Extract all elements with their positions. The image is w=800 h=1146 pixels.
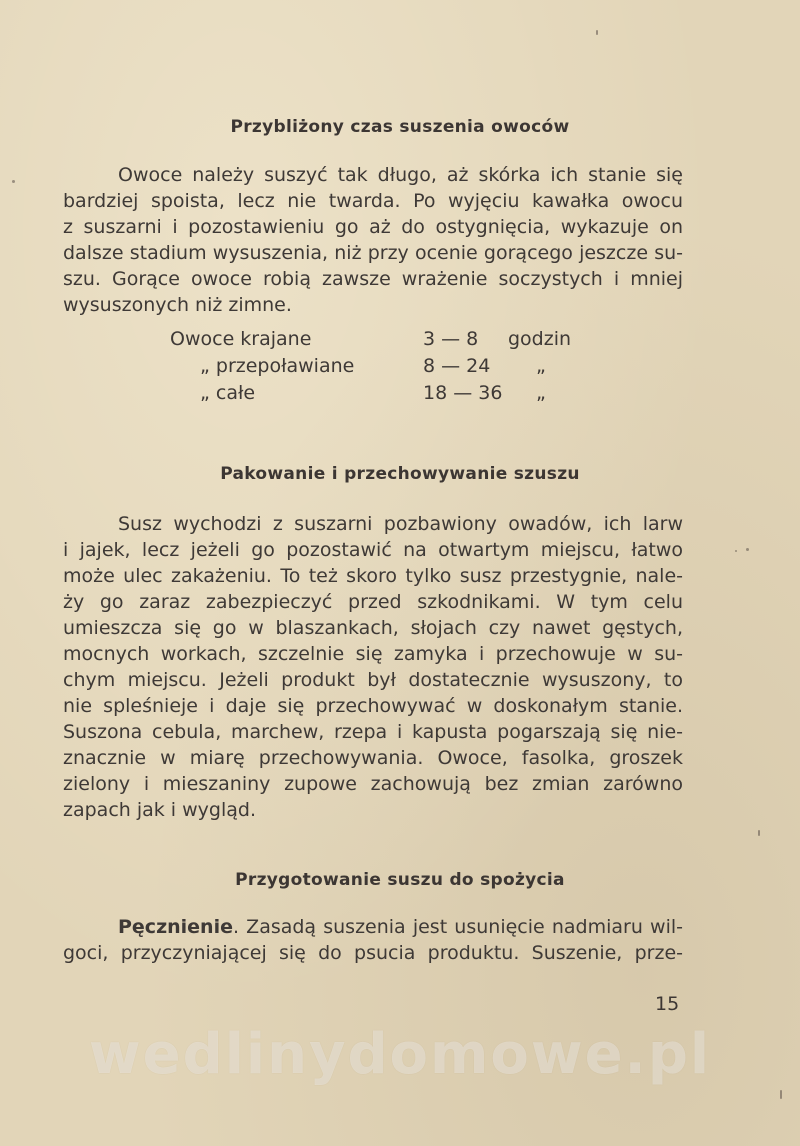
text-line: zielony i mieszaniny zupowe zachowują bez zmian zarówno bbox=[63, 773, 683, 795]
paper-speck bbox=[780, 1090, 782, 1099]
table-cell-range: 3 — 8 bbox=[423, 328, 479, 350]
section-heading-packing: Pakowanie i przechowywanie szuszu bbox=[220, 464, 580, 484]
text-fragment: . Zasadą suszenia jest usunięcie nadmiaru wil- bbox=[232, 916, 683, 938]
table-cell-label: „ przepoławiane bbox=[200, 355, 355, 377]
text-line bbox=[63, 914, 683, 940]
text-line: znacznie w miarę przechowywania. Owoce, fasolka, groszek bbox=[63, 747, 683, 769]
table-cell-unit: „ bbox=[536, 355, 546, 377]
paper-speck bbox=[746, 548, 749, 551]
paragraph-drying-time bbox=[63, 162, 683, 318]
text-line: ży go zaraz zabezpieczyć przed szkodnikami. W tym celu bbox=[63, 591, 683, 613]
text-line: mocnych workach, szczelnie się zamyka i przechowuje w su- bbox=[63, 643, 683, 665]
paper-speck bbox=[596, 30, 598, 35]
text-line: szu. Gorące owoce robią zawsze wrażenie soczystych i mniej bbox=[63, 268, 683, 290]
bold-lead-term: Pęcznienie bbox=[118, 916, 233, 938]
text-line: goci, przyczyniającej się do psucia produktu. Suszenie, prze- bbox=[63, 942, 683, 964]
text-line: zapach jak i wygląd. bbox=[63, 799, 256, 821]
section-heading-drying-time: Przybliżony czas suszenia owoców bbox=[230, 117, 570, 137]
table-cell-unit: „ bbox=[536, 382, 546, 404]
text-line: może ulec zakażeniu. To też skoro tylko susz przestygnie, nale- bbox=[63, 565, 683, 587]
text-line: nie spleśnieje i daje się przechowywać w doskonałym stanie. bbox=[63, 695, 683, 717]
table-cell-range: 8 — 24 bbox=[423, 355, 491, 377]
paragraph-preparation bbox=[63, 914, 683, 966]
section-heading-preparation: Przygotowanie suszu do spożycia bbox=[235, 870, 565, 890]
page-number: 15 bbox=[655, 993, 680, 1015]
text-line: wysuszonych niż zimne. bbox=[63, 294, 292, 316]
text-line: bardziej spoista, lecz nie twarda. Po wyjęciu kawałka owocu bbox=[63, 190, 683, 212]
text-line: Owoce należy suszyć tak długo, aż skórka ich stanie się bbox=[118, 164, 683, 186]
text-line: chym miejscu. Jeżeli produkt był dostatecznie wysuszony, to bbox=[63, 669, 683, 691]
text-line: i jajek, lecz jeżeli go pozostawić na otwartym miejscu, łatwo bbox=[63, 539, 683, 561]
paragraph-packing bbox=[63, 511, 683, 823]
paper-speck bbox=[735, 550, 737, 552]
table-cell-label: „ całe bbox=[200, 382, 256, 404]
text-line: dalsze stadium wysuszenia, niż przy ocenie gorącego jeszcze su- bbox=[63, 242, 683, 264]
text-line: umieszcza się go w blaszankach, słojach czy nawet gęstych, bbox=[63, 617, 683, 639]
table-cell-label: Owoce krajane bbox=[170, 328, 312, 350]
paper-speck bbox=[12, 180, 15, 183]
text-line: Susz wychodzi z suszarni pozbawiony owadów, ich larw bbox=[118, 513, 683, 535]
table-cell-range: 18 — 36 bbox=[423, 382, 503, 404]
paper-speck bbox=[758, 830, 760, 836]
watermark: wedlinydomowe.pl bbox=[88, 1022, 712, 1087]
text-line: Suszona cebula, marchew, rzepa i kapusta pogarszają się nie- bbox=[63, 721, 683, 743]
text-line: z suszarni i pozostawieniu go aż do ostygnięcia, wykazuje on bbox=[63, 216, 683, 238]
table-cell-unit: godzin bbox=[508, 328, 572, 350]
